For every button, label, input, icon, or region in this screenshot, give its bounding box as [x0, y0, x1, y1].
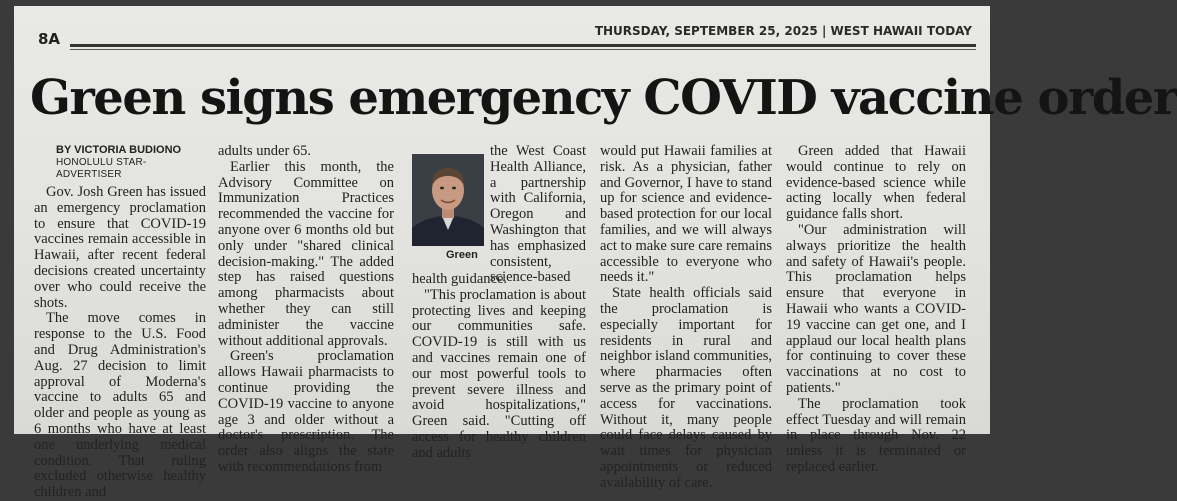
paragraph: Earlier this month, the Advisory Committee on Immunization Practices recommended the vaccine for anyone over 6 months old but only under "shared clinical decision-making." The added step has raised questions among pharmacists about whether they can still administer the vaccine without additional approvals.	[218, 158, 394, 349]
paragraph: would put Hawaii families at risk. As a physician, father and Governor, I have to stand up for science and evidence-based protection for our local families, and we will always act to make sure care remains accessible to everyone who needs it."	[600, 143, 772, 286]
article-column-1	[34, 144, 206, 501]
paragraph: adults under 65.	[218, 143, 312, 159]
masthead-rule-thin	[70, 49, 976, 50]
masthead	[30, 20, 976, 54]
paragraph: Green added that Hawaii would continue to rely on evidence-based science while acting locally when federal guidance falls short.	[786, 143, 966, 223]
article-column-3-lower	[412, 272, 586, 462]
paragraph-wrap-tail: health guidance.	[412, 271, 508, 287]
article-column-5	[786, 144, 966, 476]
article-column-3-upper	[490, 144, 586, 286]
paragraph: "This proclamation is about protecting lives and keeping our communities safe. COVID-19 is still with us and vaccines remain one of our most powerful tools to prevent severe illness and avoid hospitalizations," Green said. "Cutting off access for healthy children and adults	[412, 286, 586, 461]
paragraph: "Our administration will always prioritize the health and safety of Hawaii's people. This proclamation helps ensure that everyone in Hawaii who wants a COVID-19 vaccine can get one, and I applaud our local health plans for continuing to cover these vaccinations at no cost to patients."	[786, 221, 966, 396]
article-column-2	[218, 144, 394, 476]
headline: Green signs emergency COVID vaccine order	[30, 70, 1177, 126]
article-column-4	[600, 144, 772, 492]
dateline: THURSDAY, SEPTEMBER 25, 2025 | WEST HAWAII TODAY	[589, 24, 972, 38]
paragraph: State health officials said the proclamation is especially important for residents in rural and neighbor island communities, where pharmacies often serve as the primary point of access for vaccinations. Without it, many people could face delays caused by wait times for physician appointments or reduced availability of care.	[600, 285, 772, 491]
portrait-photo	[412, 154, 484, 246]
masthead-rule-thick	[70, 44, 976, 47]
paragraph: The move comes in response to the U.S. Food and Drug Administration's Aug. 27 decision to limit approval of Moderna's vaccine to adults 65 and older and people as young as 6 months who have at least one underlying medical condition. That ruling excluded otherwise healthy children and	[34, 310, 206, 501]
byline-outlet: HONOLULU STAR-ADVERTISER	[56, 157, 147, 180]
byline-author: BY VICTORIA BUDIONO	[56, 144, 182, 156]
paragraph: Gov. Josh Green has issued an emergency proclamation to ensure that COVID-19 vaccines remain accessible in Hawaii, after recent federal decisions created uncertainty over who could receive the shots.	[34, 184, 206, 311]
photo-caption: Green	[446, 249, 478, 261]
paragraph-wrap: the West Coast Health Alliance, a partnership with California, Oregon and Washington that has emphasized consistent, science-based	[490, 143, 586, 286]
paragraph: The proclamation took effect Tuesday and will remain in place through Nov. 22 unless it is terminated or replaced earlier.	[786, 395, 966, 475]
paragraph: Green's proclamation allows Hawaii pharmacists to continue providing the COVID-19 vaccine to anyone age 3 and older without a doctor's prescription. The order also aligns the state with recommendations from	[218, 348, 394, 475]
page-number: 8A	[38, 30, 61, 48]
portrait-illustration	[412, 154, 484, 246]
newspaper-page	[14, 6, 1177, 501]
